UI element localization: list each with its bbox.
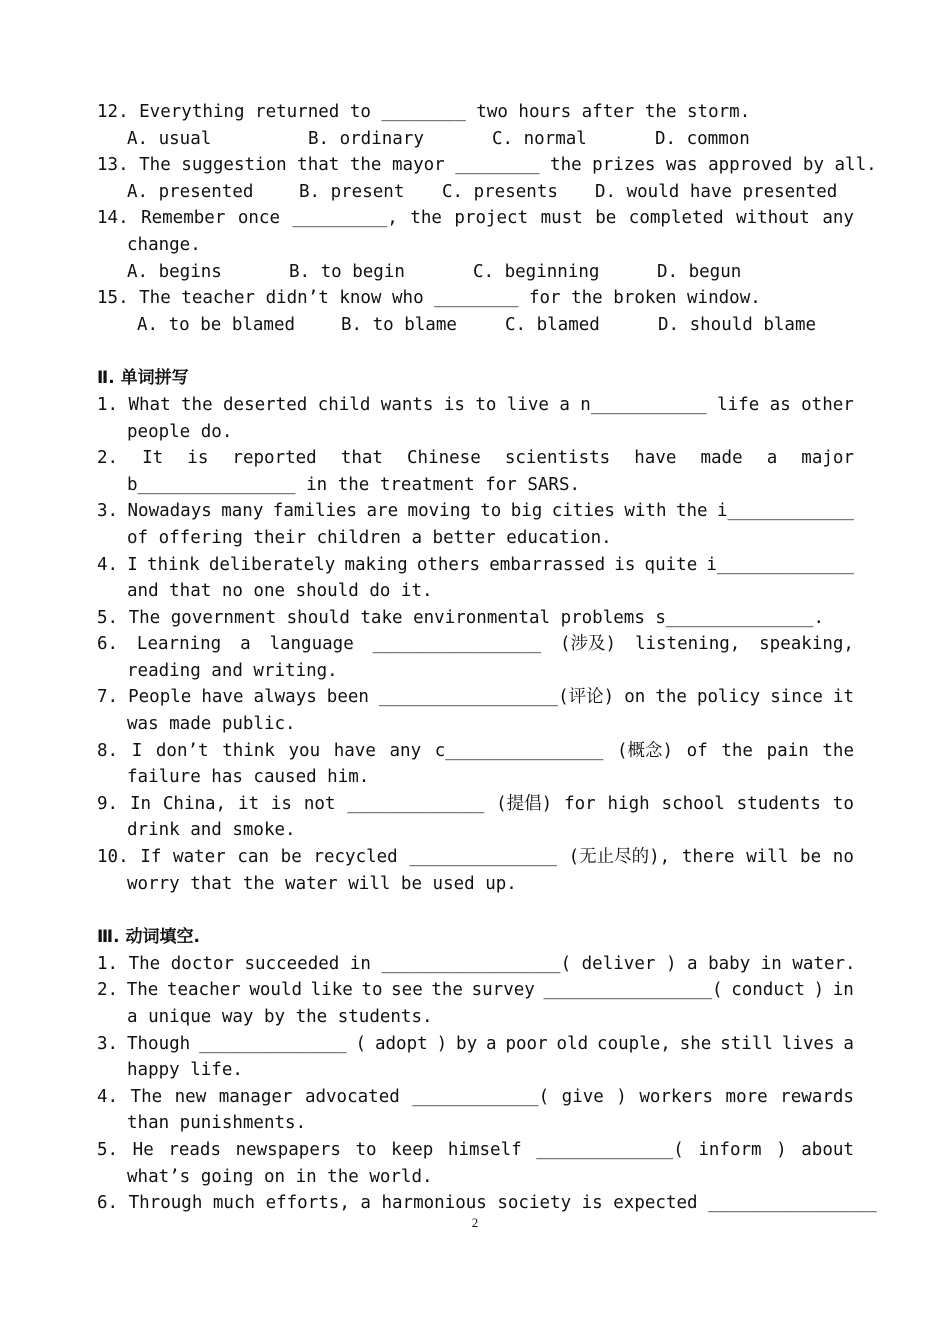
- word: language: [269, 634, 354, 655]
- word: you: [288, 740, 321, 761]
- word: 2.: [97, 448, 119, 469]
- word: himself: [447, 1139, 522, 1160]
- word: many: [221, 501, 264, 522]
- word: project: [454, 208, 529, 229]
- option: D. common: [655, 128, 750, 149]
- word: 10.: [97, 847, 129, 868]
- word: no: [832, 847, 854, 868]
- word: students: [736, 793, 821, 814]
- word: keep: [391, 1139, 434, 1160]
- item-line-cont: than punishments.: [127, 1113, 307, 1134]
- word: school: [661, 793, 725, 814]
- word: be: [280, 847, 302, 868]
- word: ______________: [199, 1033, 347, 1054]
- word: I: [131, 740, 143, 761]
- word: recycled: [313, 847, 398, 868]
- word: the: [721, 740, 753, 761]
- item-line: [97, 791, 854, 818]
- option: A. presented: [127, 181, 254, 202]
- options-15: [97, 312, 854, 339]
- word: policy: [696, 687, 761, 708]
- item-line-cont: and that no one should do it.: [127, 581, 433, 602]
- options-12: [97, 126, 854, 153]
- spelling-section: [97, 392, 854, 897]
- word: can: [237, 847, 269, 868]
- question-15: 15. The teacher didn’t know who ________ for the broken window.: [97, 288, 761, 309]
- word: is: [614, 554, 636, 575]
- item-line-cont: drink and smoke.: [127, 820, 296, 841]
- word: 14.: [97, 208, 129, 229]
- word: the: [410, 208, 442, 229]
- word: teacher: [166, 980, 241, 1001]
- multiple-choice-section: [97, 99, 877, 338]
- item-line: [97, 552, 854, 579]
- word: 9.: [97, 793, 119, 814]
- word: the: [675, 501, 708, 522]
- word: 6.: [97, 634, 119, 655]
- word: 5.: [97, 1139, 119, 1160]
- word: He: [132, 1139, 154, 1160]
- word: _____________: [347, 793, 485, 814]
- option: A. to be blamed: [137, 314, 296, 335]
- word: (无止尽的),: [568, 847, 671, 868]
- option: C. beginning: [473, 261, 600, 282]
- word: (提倡): [496, 793, 553, 814]
- word: ________________(: [543, 980, 723, 1001]
- option: D. would have presented: [595, 181, 838, 202]
- word: 4.: [97, 554, 119, 575]
- word: is: [270, 793, 292, 814]
- word: more: [725, 1086, 768, 1107]
- word: big: [510, 501, 543, 522]
- word: In: [129, 793, 152, 814]
- question-13: 13. The suggestion that the mayor ________ the prizes was approved by all.: [97, 155, 877, 176]
- item-line: [97, 977, 854, 1004]
- word: reported: [232, 448, 317, 469]
- word: scientists: [504, 448, 611, 469]
- word: adopt: [374, 1033, 428, 1054]
- word: not: [303, 793, 336, 814]
- word: old: [556, 1033, 589, 1054]
- word: Remember: [141, 208, 226, 229]
- word: Though: [126, 1033, 191, 1054]
- word: listening,: [634, 634, 741, 655]
- word: the: [431, 980, 463, 1001]
- item-line-cont: people do.: [127, 421, 233, 442]
- item-line-cont: reading and writing.: [127, 660, 338, 681]
- word: conduct: [731, 980, 805, 1001]
- item-line-cont: of offering their children a better education.: [127, 527, 612, 548]
- word: deliberately: [208, 554, 336, 575]
- item-line-cont: what’s going on in the world.: [127, 1166, 433, 1187]
- option: D. should blame: [658, 314, 817, 335]
- item-line: [97, 498, 854, 525]
- word: Chinese: [407, 448, 481, 469]
- word: (: [355, 1033, 367, 1054]
- word: wants: [380, 394, 434, 415]
- word: made: [700, 448, 743, 469]
- section-2-title: Ⅱ. 单词拼写: [97, 368, 189, 389]
- word: The: [130, 1086, 163, 1107]
- item-line: [97, 392, 854, 419]
- item-line: [97, 1031, 854, 1058]
- word: workers: [639, 1086, 714, 1107]
- word: like: [310, 980, 353, 1001]
- word: by: [456, 1033, 478, 1054]
- word: give: [561, 1086, 604, 1107]
- word: 7.: [97, 687, 119, 708]
- question-12: 12. Everything returned to ________ two hours after the storm.: [97, 102, 751, 122]
- word: is: [187, 448, 209, 469]
- word: the: [181, 394, 213, 415]
- word: have: [333, 740, 376, 761]
- word: be: [800, 847, 822, 868]
- word: a: [766, 448, 778, 469]
- word: still: [720, 1033, 773, 1054]
- option: B. present: [299, 181, 405, 202]
- word: must: [540, 208, 583, 229]
- word: making: [344, 554, 408, 575]
- word: 4.: [97, 1086, 119, 1107]
- word: (涉及): [560, 634, 617, 655]
- word: _________________(评论): [378, 687, 615, 708]
- item-line: [97, 1137, 854, 1164]
- word: as: [769, 394, 791, 415]
- word: others: [416, 554, 481, 575]
- word: 1.: [97, 394, 119, 415]
- word: major: [801, 448, 854, 469]
- worksheet-page: [97, 99, 877, 1217]
- word: in: [832, 980, 854, 1001]
- word: The: [126, 980, 159, 1001]
- item-line-cont: worry that the water will be used up.: [127, 873, 517, 894]
- word: there: [681, 847, 735, 868]
- word: reads: [168, 1139, 221, 1160]
- word: it: [832, 687, 854, 708]
- word: will: [746, 847, 789, 868]
- word: think: [146, 554, 200, 575]
- word: any: [822, 208, 854, 229]
- word: to: [475, 394, 497, 415]
- word: What: [128, 394, 171, 415]
- word: about: [801, 1139, 854, 1160]
- word: moving: [407, 501, 471, 522]
- word: couple,: [597, 1033, 671, 1054]
- word: a: [486, 1033, 497, 1054]
- word: i____________: [716, 501, 854, 522]
- word: Nowadays: [127, 501, 212, 522]
- item-line: [97, 445, 854, 472]
- word: would: [249, 980, 303, 1001]
- word: I: [127, 554, 138, 575]
- item-line-cont: was made public.: [127, 714, 296, 735]
- word: she: [679, 1033, 712, 1054]
- word: new: [174, 1086, 207, 1107]
- word: once: [237, 208, 280, 229]
- word: _____________(: [536, 1139, 684, 1160]
- word: without: [736, 208, 810, 229]
- option: C. blamed: [505, 314, 600, 335]
- word: think: [222, 740, 275, 761]
- word: cities: [551, 501, 615, 522]
- word: n___________: [580, 394, 707, 415]
- word: see: [391, 980, 423, 1001]
- option: B. to begin: [289, 261, 405, 282]
- question-14: [97, 205, 854, 232]
- word: families: [272, 501, 358, 522]
- word: quite: [644, 554, 698, 575]
- word: Learning: [136, 634, 222, 655]
- option: A. usual: [127, 128, 212, 149]
- word: water: [173, 847, 226, 868]
- word: It: [142, 448, 164, 469]
- options-14: [97, 259, 854, 286]
- word: ): [776, 1139, 787, 1160]
- item-line-cont: a unique way by the students.: [127, 1007, 433, 1027]
- word: be: [595, 208, 617, 229]
- word: ________________: [372, 634, 542, 655]
- word: been: [326, 687, 369, 708]
- word: a: [240, 634, 251, 655]
- verb-fill-section: [97, 951, 877, 1217]
- option: D. begun: [657, 261, 742, 282]
- section-3-title: Ⅲ. 动词填空.: [97, 927, 200, 948]
- word: are: [366, 501, 399, 522]
- word: ): [616, 1086, 627, 1107]
- word: _________,: [292, 208, 398, 229]
- word: lives: [781, 1033, 835, 1054]
- word: If: [140, 847, 162, 868]
- option: C. normal: [492, 128, 587, 149]
- word: have: [634, 448, 677, 469]
- word: other: [801, 394, 854, 415]
- word: it: [237, 793, 260, 814]
- item-line: 1. The doctor succeeded in _________________( deliver ) a baby in water.: [97, 953, 856, 974]
- word: to: [832, 793, 854, 814]
- word: to: [480, 501, 502, 522]
- word: advocated: [304, 1086, 400, 1107]
- word: People: [128, 687, 192, 708]
- word: 3.: [97, 501, 119, 522]
- word: with: [624, 501, 667, 522]
- item-line: [97, 1084, 854, 1111]
- item-line: 6. Through much efforts, a harmonious society is expected ________________: [97, 1193, 877, 1214]
- question-14-cont: change.: [127, 234, 201, 255]
- word: to: [361, 980, 383, 1001]
- item-line: [97, 631, 854, 658]
- word: deserted: [223, 394, 308, 415]
- page-number: 2: [471, 1215, 479, 1230]
- word: inform: [698, 1139, 762, 1160]
- word: 3.: [97, 1033, 119, 1054]
- word: pain: [766, 740, 809, 761]
- item-line: 5. The government should take environmental problems s______________.: [97, 607, 824, 628]
- word: live: [506, 394, 549, 415]
- word: for: [564, 793, 596, 814]
- word: child: [317, 394, 371, 415]
- word: a: [843, 1033, 854, 1054]
- word: embarrassed: [489, 554, 606, 575]
- word: always: [253, 687, 317, 708]
- word: don’t: [155, 740, 209, 761]
- word: ____________(: [412, 1086, 550, 1107]
- word: China,: [162, 793, 227, 814]
- word: is: [443, 394, 465, 415]
- word: 8.: [97, 740, 119, 761]
- word: on: [624, 687, 646, 708]
- option: A. begins: [127, 261, 222, 282]
- word: the: [822, 740, 854, 761]
- word: 2.: [97, 980, 119, 1001]
- item-line-cont: b_______________ in the treatment for SARS.: [127, 474, 581, 495]
- word: any: [389, 740, 422, 761]
- word: completed: [628, 208, 724, 229]
- item-line-cont: failure has caused him.: [127, 767, 370, 788]
- options-13: [97, 179, 854, 206]
- item-line: [97, 684, 854, 711]
- word: ): [813, 980, 825, 1001]
- item-line: [97, 738, 854, 765]
- word: c_______________: [434, 740, 604, 761]
- word: the: [655, 687, 687, 708]
- word: since: [770, 687, 823, 708]
- option: B. to blame: [341, 314, 457, 335]
- word: (概念): [616, 740, 674, 761]
- word: a: [559, 394, 570, 415]
- word: to: [355, 1139, 377, 1160]
- word: speaking,: [759, 634, 854, 655]
- option: C. presents: [442, 181, 558, 202]
- word: newspapers: [235, 1139, 341, 1160]
- item-line-cont: happy life.: [127, 1060, 243, 1081]
- word: ): [436, 1033, 448, 1054]
- word: poor: [505, 1033, 548, 1054]
- word: rewards: [780, 1086, 854, 1107]
- word: have: [201, 687, 244, 708]
- word: survey: [471, 980, 535, 1001]
- word: that: [340, 448, 383, 469]
- word: high: [607, 793, 650, 814]
- item-line: [97, 844, 854, 871]
- word: manager: [218, 1086, 293, 1107]
- word: of: [686, 740, 708, 761]
- word: ______________: [409, 847, 557, 868]
- word: life: [717, 394, 760, 415]
- option: B. ordinary: [308, 128, 424, 149]
- word: i_____________: [706, 554, 854, 575]
